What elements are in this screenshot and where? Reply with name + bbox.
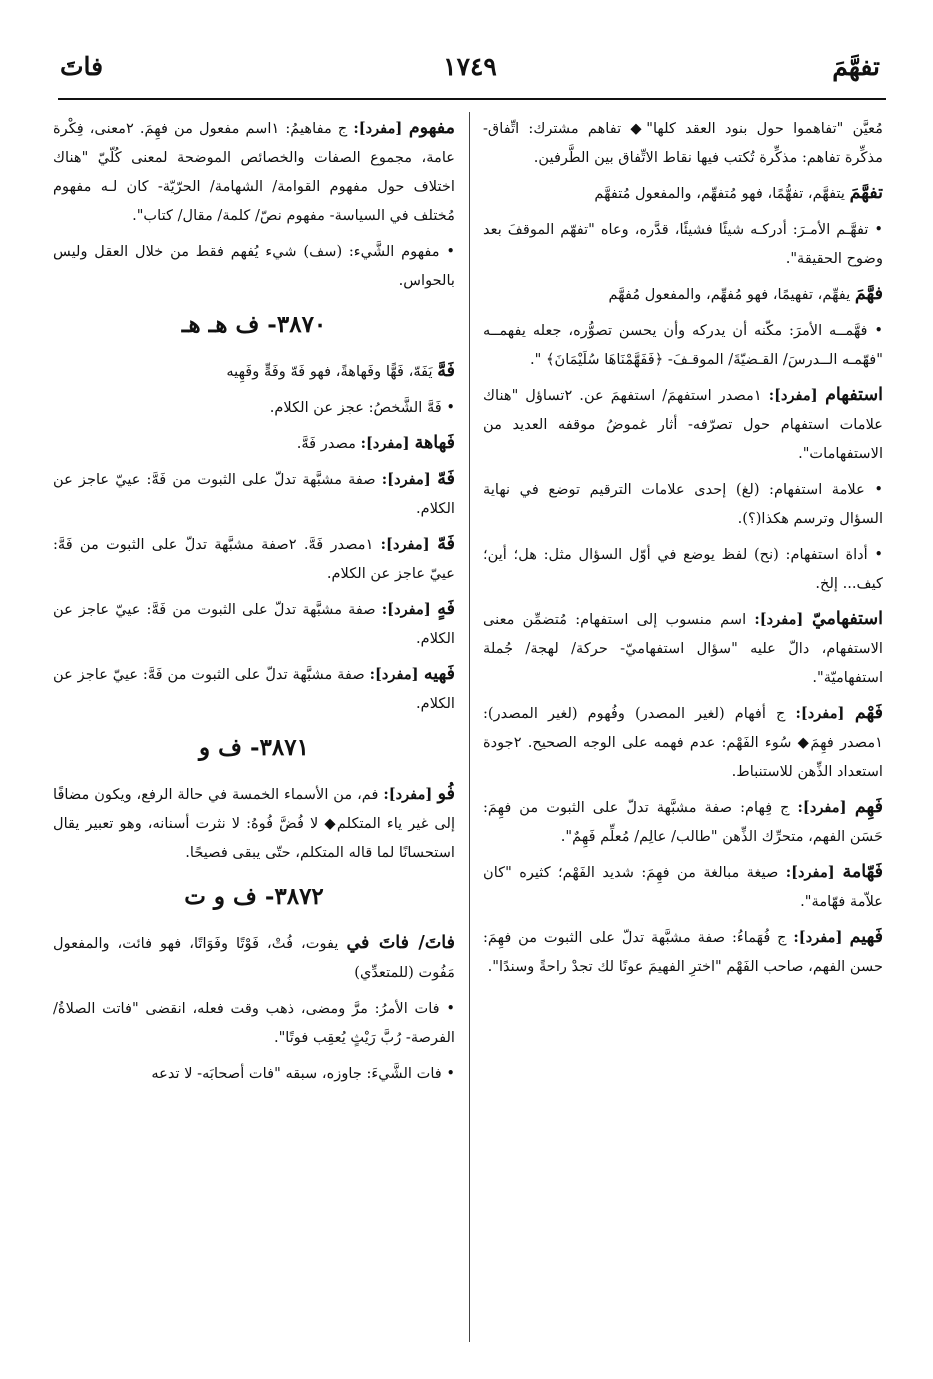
grammar-tag: [مفرد]: <box>383 786 438 803</box>
grammar-tag: [مفرد]: <box>754 611 812 628</box>
entry-text: • فات الأمرُ: مرَّ ومضى، ذهب وقت فعله، انقضى "فاتت الصلاةُ/ الفرصة- رُبَّ رَيْثٍ يُعقِب فوتًا". <box>53 1000 455 1046</box>
dictionary-entry <box>53 114 455 230</box>
entry-sense <box>483 114 883 172</box>
dictionary-entry <box>483 923 883 981</box>
entry-text: يفوت، فُتْ، فَوْتًا وفَوَاتًا، فهو فائت، والمفعول مَفُوت (للمتعدِّي) <box>53 935 455 981</box>
entry-headword: استفهاميّ <box>811 609 883 629</box>
entry-text: • فَهَّ الشَّخصُ: عجز عن الكلام. <box>269 399 455 416</box>
first-entry-word: تفهَّمَ <box>832 52 880 81</box>
entry-headword: فُو <box>437 784 456 804</box>
entry-headword: فَهِم <box>854 797 883 817</box>
entry-text: فم، من الأسماء الخمسة في حالة الرفع، ويكون مضافًا إلى غير ياء المتكلم◆ لا فُضَّ فُوهُ: لا نثرت أسنانه، وهو تعبير يقال استحسانًا لما قاله المتكلم، حتّى يبقى فصيحًا. <box>53 786 455 861</box>
entry-sense <box>483 475 883 533</box>
entry-text: • فات الشَّيءَ: جاوزه، سبقه "فات أصحابَه- لا تدعه <box>151 1065 455 1082</box>
grammar-tag: [مفرد]: <box>360 435 415 452</box>
dictionary-entry <box>53 780 455 867</box>
entry-text: صفة مشبَّهة تدلّ على الثبوت من فَهَّ: عييّ عاجز عن الكلام. <box>53 601 455 647</box>
entry-headword: فَهيه <box>423 664 456 684</box>
dictionary-entry <box>483 699 883 786</box>
dictionary-entry <box>53 595 455 653</box>
grammar-tag: [مفرد]: <box>797 799 855 816</box>
last-entry-word: فاتَ <box>60 52 104 81</box>
dictionary-entry <box>483 179 883 208</box>
column-divider <box>469 112 470 1342</box>
dictionary-entry <box>53 465 455 523</box>
entry-sense <box>53 994 455 1052</box>
entry-headword: فَهيم <box>849 927 883 947</box>
dictionary-entry <box>483 858 883 916</box>
root-section-heading: ٣٨٧١- ف و <box>199 734 309 761</box>
entry-text: • علامة استفهام: (لغ) إحدى علامات الترقيم توضع في نهاية السؤال وترسم هكذا(؟). <box>483 481 883 527</box>
entry-sense <box>53 393 455 422</box>
entry-headword: فَهٍ <box>437 599 456 619</box>
entry-headword: فَهَّ <box>437 361 455 381</box>
entry-text: مُعيَّن "تفاهموا حول بنود العقد كلها"◆ تفاهم مشترك: اتِّفاق- مذكِّرة تفاهم: مذكِّرة تُكتب فيها نقاط الاتِّفاق بين الطَّرفين. <box>483 120 883 166</box>
entry-text: ١مصدر فَهَّ. ٢صفة مشبَّهة تدلّ على الثبوت من فَهَّ: عييّ عاجز عن الكلام. <box>53 536 455 582</box>
entry-text: يتفهَّم، تفهُّمًا، فهو مُتفهِّم، والمفعول مُتفهَّم <box>594 185 850 202</box>
grammar-tag: [مفرد]: <box>793 929 850 946</box>
grammar-tag: [مفرد]: <box>353 120 409 137</box>
entry-sense <box>53 237 455 295</box>
dictionary-entry <box>53 929 455 987</box>
grammar-tag: [مفرد]: <box>381 601 438 618</box>
grammar-tag: [مفرد]: <box>380 536 438 553</box>
entry-text: مصدر فَهَّ. <box>296 435 361 452</box>
root-section-heading: ٣٨٧٠- ف هـ هـ <box>181 311 327 338</box>
dictionary-entry <box>53 530 455 588</box>
entry-headword: فَهّ <box>437 469 456 489</box>
entry-headword: فاتَ/ فاتَ في <box>346 933 455 953</box>
entry-headword: فَهّامة <box>842 862 884 882</box>
entry-headword: فَهاهة <box>414 433 455 453</box>
entry-headword: تفهَّمَ <box>849 183 883 203</box>
entry-text: ج فُهَماءُ: صفة مشبَّهة تدلّ على الثبوت من فهِمَ: حسن الفهم، صاحب الفَهْم "اخترِ الفهيمَ عونًا لك تجدْ راحةً وسندًا". <box>483 929 883 975</box>
entry-headword: فَهْم <box>854 703 883 723</box>
grammar-tag: [مفرد]: <box>768 387 826 404</box>
entry-text: صفة مشبَّهة تدلّ على الثبوت من فَهَّ: عييّ عاجز عن الكلام. <box>53 666 455 712</box>
page-number: ١٧٤٩ <box>443 52 497 81</box>
grammar-tag: [مفرد]: <box>381 471 438 488</box>
dictionary-entry <box>483 280 883 309</box>
entry-text: • أداة استفهام: (نح) لفظ يوضع في أوّل السؤال مثل: هل؛ أين؛ كيف... إلخ. <box>483 546 883 592</box>
entry-headword: مفهوم <box>408 118 455 138</box>
header-rule <box>58 98 886 100</box>
running-head <box>60 52 880 92</box>
dictionary-entry <box>483 381 883 468</box>
dictionary-entry <box>483 793 883 851</box>
root-section-heading: ٣٨٧٢- ف و ت <box>184 883 324 910</box>
grammar-tag: [مفرد]: <box>785 864 843 881</box>
entry-text: صفة مشبَّهة تدلّ على الثبوت من فَهَّ: عييّ عاجز عن الكلام. <box>53 471 455 517</box>
entry-text: اسم منسوب إلى استفهام: مُتضمِّن معنى الاستفهام، دالّ عليه "سؤال استفهاميّ- حركة/ لهجة/ جُملة استفهاميّة". <box>483 611 883 686</box>
grammar-tag: [مفرد]: <box>795 705 855 722</box>
grammar-tag: [مفرد]: <box>369 666 424 683</box>
entry-headword: فهَّمَ <box>854 284 883 304</box>
entry-sense <box>483 316 883 374</box>
dictionary-entry <box>53 357 455 386</box>
entry-text: ج أفهام (لغير المصدر) وفُهوم (لغير المصدر): ١مصدر فهِمَ◆ سُوء الفَهْم: عدم فهمه على الوجه الصحيح. ٢جودة استعداد الذِّهن للاستنباط. <box>483 705 883 780</box>
entry-text: يفهِّم، تفهيمًا، فهو مُفهِّم، والمفعول مُفهَّم <box>608 286 855 303</box>
entry-text: ج فِهام: صفة مشبَّهة تدلّ على الثبوت من فهِمَ: حَسَن الفهم، متحرِّك الذِّهن "طالب/ عالِم/ مُعلِّم فَهِمٌ". <box>483 799 883 845</box>
entry-sense <box>53 1059 455 1088</box>
entry-text: ١مصدر استفهمَ/ استفهمَ عن. ٢تساؤل "هناك علامات استفهام حول تصرّفه- أثار غموضُ موقفه العديد من الاستفهامات". <box>483 387 883 462</box>
entry-sense <box>483 215 883 273</box>
entry-headword: استفهام <box>825 385 883 405</box>
entry-text: يَفَهّ، فَهًّا وفَهاهةً، فهو فَهّ وفَهٍّ وفَهِيه <box>226 363 438 380</box>
entry-headword: فَهّ <box>437 534 456 554</box>
dictionary-entry <box>53 660 455 718</box>
entry-text: ج مفاهيمُ: ١اسم مفعول من فهِمَ. ٢معنى، فِكْرة عامة، مجموع الصفات والخصائص الموضحة لمعنى كُلّيّ "هناك اختلاف حول مفهوم القوامة/ الشهامة/ الحرّيّة- كان لـه مفهوم مُختلف في السياسة- مفهوم نصّ/ كلمة/ مقال/ كتاب". <box>53 120 455 224</box>
entry-text: • مفهوم الشَّيء: (سف) شيء يُفهم فقط من خلال العقل وليس بالحواس. <box>53 243 455 289</box>
dictionary-entry <box>483 605 883 692</box>
left-column <box>53 114 455 1095</box>
dictionary-entry <box>53 429 455 458</box>
entry-sense <box>483 540 883 598</box>
entry-text: صيغة مبالغة من فهِمَ: شديد الفَهْم؛ كثيره "كان علاّمة فهّامة". <box>483 864 883 910</box>
entry-text: • فهَّمــه الأمرَ: مكّنه أن يدركه وأن يحسن تصوُّره، جعله يفهمــه "فهّمـه الــدرسَ/ القـضيّةَ/ الموقـفَ- ﴿فَفَهَّمْنَاهَا سُلَيْمَانَ﴾ ". <box>483 322 883 368</box>
entry-text: • تفهَّـم الأمـرَ: أدركـه شيئًا فشيئًا، قدَّره، وعاه "تفهّم الموقفَ بعد وضوح الحقيقة". <box>483 221 883 267</box>
right-column <box>483 114 883 988</box>
